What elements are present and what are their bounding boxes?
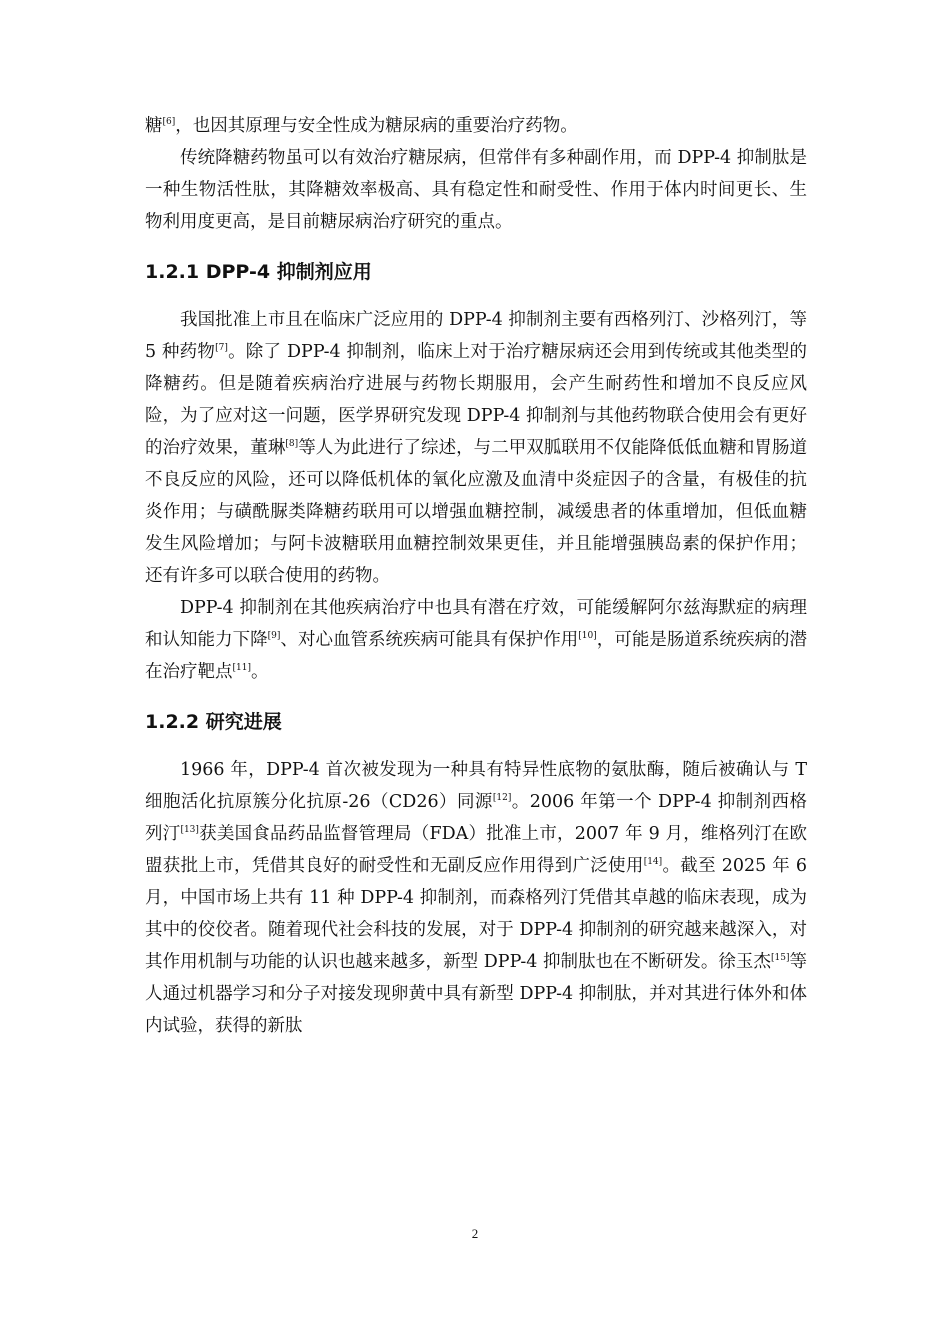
citation: [13]	[180, 825, 199, 835]
text-run: 等人通过机器学习和分子对接发现卵黄中具有新型 DPP-4 抑制肽，并对其进行体外和体内试验，获得的新肽	[145, 952, 808, 1036]
citation: [8]	[285, 439, 299, 449]
citation: [10]	[578, 631, 597, 641]
citation: [9]	[267, 631, 281, 641]
citation: [12]	[492, 793, 512, 803]
section-heading-1-2-2: 1.2.2 研究进展	[145, 711, 282, 733]
paragraph-intro	[145, 110, 807, 142]
text-run: 、对心血管系统疾病可能具有保护作用	[280, 630, 579, 650]
paragraph-research-progress	[145, 754, 807, 1042]
text-run: 获美国食品药品监督管理局（FDA）批准上市，2007 年 9 月，维格列汀在欧盟获批上市，凭借其良好的耐受性和无副反应作用得到广泛使用	[145, 824, 808, 876]
citation: [7]	[215, 343, 228, 353]
citation: [14]	[643, 857, 663, 867]
page-number: 2	[471, 1226, 479, 1241]
text-run: 。截至 2025 年 6 月，中国市场上共有 11 种 DPP-4 抑制剂，而森格列汀凭借其卓越的临床表现，成为其中的佼佼者。随着现代社会科技的发展，对于 DPP-4 抑制剂的研究越来越深入，对其作用机制与功能的认识也越来越多，新型 DPP-4 抑制肽也在不断研发。徐玉杰	[145, 856, 808, 972]
text-run: 我国批准上市且在临床广泛应用的 DPP-4 抑制剂主要有西格列汀、沙格列汀，等 5 种药物	[145, 310, 807, 362]
text-run: 。除了 DPP-4 抑制剂，临床上对于治疗糖尿病还会用到传统或其他类型的降糖药。但是随着疾病治疗进展与药物长期服用，会产生耐药性和增加不良反应风险，为了应对这一问题，医学界研究发现 DPP-4 抑制剂与其他药物联合使用会有更好的治疗效果，董琳	[145, 342, 808, 458]
text-run: DPP-4 抑制剂在其他疾病治疗中也具有潜在疗效，可能缓解阿尔兹海默症的病理和认知能力下降	[145, 598, 807, 650]
section-heading-1-2-1: 1.2.1 DPP-4 抑制剂应用	[145, 261, 372, 283]
text-run: 传统降糖药物虽可以有效治疗糖尿病，但常伴有多种副作用，而 DPP-4 抑制肽是一种生物活性肽，其降糖效率极高、具有稳定性和耐受性、作用于体内时间更长、生物利用度更高，是目前糖尿病治疗研究的重点。	[145, 148, 807, 232]
document-body	[145, 110, 807, 1042]
paragraph-application	[145, 304, 807, 592]
text-run: 。2006 年第一个 DPP-4 抑制剂西格列汀	[145, 792, 807, 844]
citation: [11]	[232, 663, 251, 673]
paragraph-traditional-drugs	[145, 142, 807, 238]
text-run: 等人为此进行了综述，与二甲双胍联用不仅能降低低血糖和胃肠道不良反应的风险，还可以降低机体的氧化应激及血清中炎症因子的含量，有极佳的抗炎作用；与磺酰脲类降糖药联用可以增强血糖控制，减缓患者的体重增加，但低血糖发生风险增加；与阿卡波糖联用血糖控制效果更佳，并且能增强胰岛素的保护作用；还有许多可以联合使用的药物。	[145, 438, 808, 586]
text-run: 糖	[145, 116, 163, 136]
citation: [6]	[162, 117, 176, 127]
text-run: 。	[250, 662, 269, 682]
text-run: 1966 年，DPP-4 首次被发现为一种具有特异性底物的氨肽酶，随后被确认与 T 细胞活化抗原簇分化抗原-26（CD26）同源	[145, 760, 807, 812]
text-run: ，也因其原理与安全性成为糖尿病的重要治疗药物。	[175, 116, 578, 136]
citation: [15]	[770, 953, 790, 963]
text-run: ，可能是肠道系统疾病的潜在治疗靶点	[145, 630, 808, 682]
paragraph-other-diseases	[145, 592, 807, 688]
